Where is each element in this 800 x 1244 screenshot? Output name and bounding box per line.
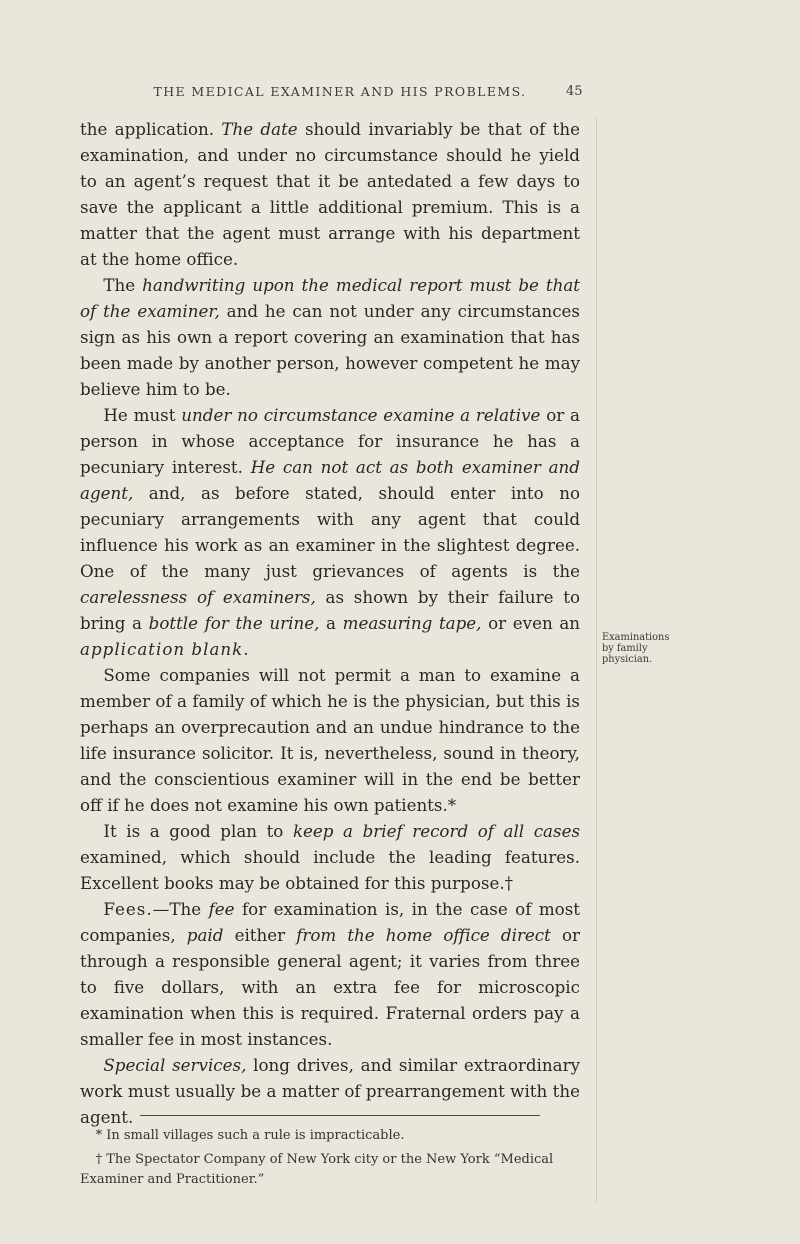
italic-emphasis: carelessness of examiners, [80,587,316,607]
paragraph: He must under no circumstance examine a relative or a person in whose acceptance for insurance he has a pecuniary interest. He can not act as both examiner and agent, and, as before stated, should enter into no pecuniary arrangements with any agent that could influence his work as an examiner in the slightest degree. One of the many just grievances of agents is the carelessness of examiners, as shown by their failure to bring a bottle for the urine, a measuring tape, or even an application blank. [80,405,581,659]
italic-emphasis: The date [221,119,298,139]
italic-emphasis: keep a brief record of all cases [292,821,581,841]
paragraph: It is a good plan to keep a brief record of all cases examined, which should include the leading features. Excellent books may be obtained for this purpose.† [80,821,581,893]
margin-note: Examinations by family physician. [602,632,670,665]
italic-emphasis: fee [208,899,235,919]
footnote: * In small villages such a rule is impracticable. [95,1128,405,1143]
footnote: † The Spectator Company of New York city or the New York “Medical Examiner and Practitioner.” [80,1152,554,1187]
italic-emphasis: handwriting upon the medical report must be that of the examiner, [80,275,580,321]
page-number: 45 [566,84,583,99]
section-heading: Fees. [103,899,153,919]
footnote-divider [140,1115,540,1116]
italic-emphasis: measuring tape, [342,613,482,633]
paragraph: Some companies will not permit a man to examine a member of a family of which he is the physician, but this is perhaps an overprecaution and an undue hindrance to the life insurance solicitor. It is, nevertheless, sound in theory, and the conscientious examiner will in the end be better off if he does not examine his own patients.* [80,665,580,815]
italic-emphasis: Special services, [103,1055,247,1075]
paragraph: The handwriting upon the medical report must be that of the examiner, and he can not under any circumstances sign as his own a report covering an examination that has been made by another person, however competent he may believe him to be. [80,275,580,399]
running-header: THE MEDICAL EXAMINER AND HIS PROBLEMS. [153,84,527,99]
italic-emphasis: He can not act as both examiner and agent, [80,457,580,503]
margin-rule [596,118,597,1203]
italic-emphasis: application blank. [80,639,250,659]
italic-emphasis: paid [186,925,224,945]
body-text [80,116,580,1130]
paragraph: the application. The date should invariably be that of the examination, and under no circumstance should he yield to an agent’s request that it be antedated a few days to save the applicant a little additional premium. This is a matter that the agent must arrange with his department at the home office. [80,119,580,269]
paragraph: Special services, long drives, and similar extraordinary work must usually be a matter of prearrangement with the agent. [80,1055,580,1127]
footnotes [80,1126,580,1194]
italic-emphasis: bottle for the urine, [148,613,320,633]
paragraph: Fees.—The fee for examination is, in the case of most companies, paid either from the home office direct or through a responsible general agent; it varies from three to five dollars, with an extra fee for microscopic examination when this is required. Fraternal orders pay a smaller fee in most instances. [80,899,580,1049]
italic-emphasis: under no circumstance examine a relative [181,405,541,425]
italic-emphasis: from the home office direct [296,925,551,945]
